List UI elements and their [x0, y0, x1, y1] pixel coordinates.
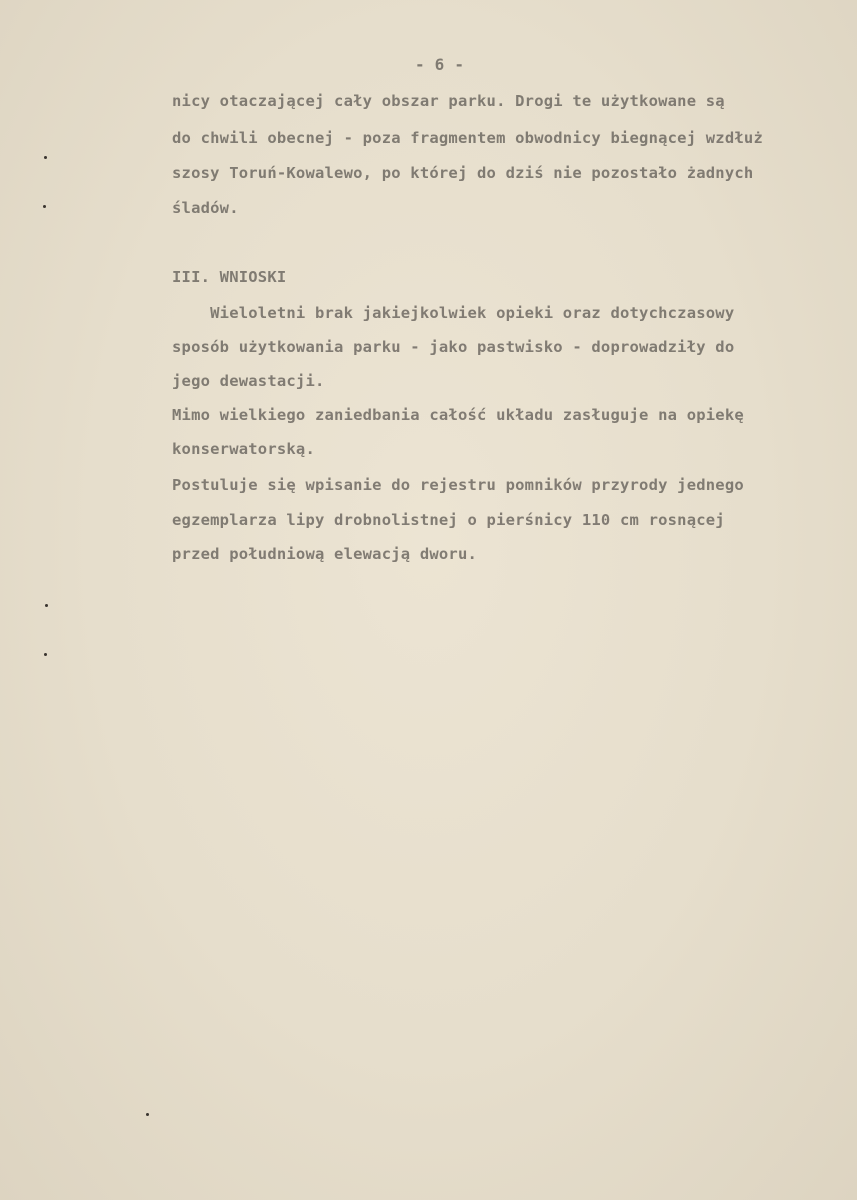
- paper-speck: [146, 1113, 149, 1116]
- paragraph-line: konserwatorską.: [172, 440, 315, 458]
- page-number: - 6 -: [415, 55, 465, 74]
- paragraph-line: egzemplarza lipy drobnolistnej o pierśnicy 110 cm rosnącej: [172, 511, 725, 529]
- paragraph-line: szosy Toruń-Kowalewo, po której do dziś nie pozostało żadnych: [172, 164, 754, 182]
- paragraph-line: Wieloletni brak jakiejkolwiek opieki oraz dotychczasowy: [172, 304, 735, 322]
- paragraph-line: jego dewastacji.: [172, 372, 325, 390]
- paragraph-line: sposób użytkowania parku - jako pastwisko - doprowadziły do: [172, 338, 735, 356]
- paragraph-line: Mimo wielkiego zaniedbania całość układu zasługuje na opiekę: [172, 406, 744, 424]
- paper-speck: [44, 156, 47, 159]
- paragraph-line: Postuluje się wpisanie do rejestru pomników przyrody jednego: [172, 476, 744, 494]
- paragraph-line: do chwili obecnej - poza fragmentem obwodnicy biegnącej wzdłuż: [172, 129, 763, 147]
- paragraph-line: nicy otaczającej cały obszar parku. Drogi te użytkowane są: [172, 92, 725, 110]
- paper-speck: [43, 205, 46, 208]
- section-heading: III. WNIOSKI: [172, 268, 287, 286]
- paragraph-line: śladów.: [172, 199, 239, 217]
- paper-speck: [45, 604, 48, 607]
- paper-speck: [44, 653, 47, 656]
- paragraph-line: przed południową elewacją dworu.: [172, 545, 478, 563]
